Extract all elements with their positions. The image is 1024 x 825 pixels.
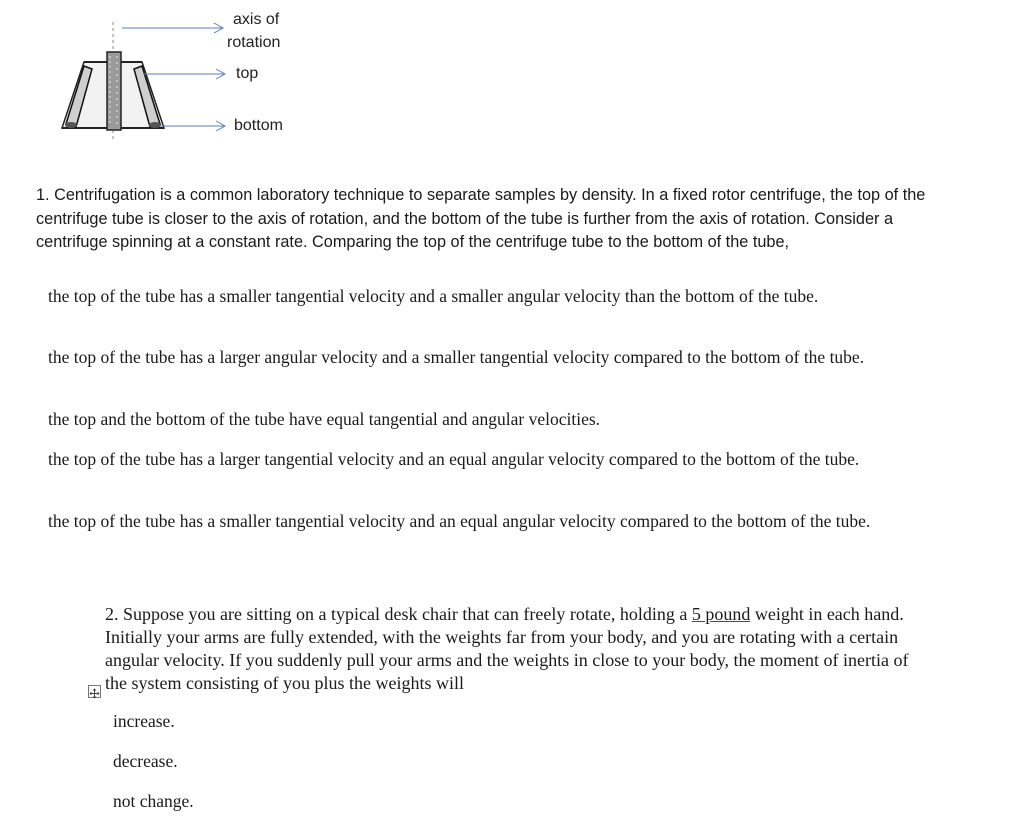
center-spindle <box>107 52 121 130</box>
label-rotation: rotation <box>227 34 281 51</box>
q2-stem-after: weight in each hand. Initially your arms are fully extended, with the weights far from your body, and you are rotating with a certain angular velocity. If you suddenly pull your arms and the weights in close to your body, the moment of inertia of the system consisting of you plus the weights will <box>105 604 909 693</box>
arrow-axis-icon <box>122 23 223 33</box>
q1-option-1[interactable]: the top of the tube has a smaller tangential velocity and a smaller angular velocity than the bottom of the tube. <box>48 286 819 306</box>
question-2-stem <box>105 603 925 695</box>
q2-stem-underlined: 5 pound <box>691 604 751 624</box>
arrow-top-icon <box>144 69 225 79</box>
arrow-bottom-icon <box>160 121 225 131</box>
centrifuge-rotor-illustration <box>0 0 330 160</box>
label-bottom: bottom <box>234 117 283 134</box>
table-move-handle-icon[interactable] <box>88 685 101 698</box>
q2-option-decrease[interactable]: decrease. <box>113 751 178 771</box>
q2-stem-before: 2. Suppose you are sitting on a typical desk chair that can freely rotate, holding a <box>105 604 692 624</box>
label-top: top <box>236 65 259 82</box>
question-1-stem: 1. Centrifugation is a common laboratory technique to separate samples by density. In a fixed rotor centrifuge, the top of the centrifuge tube is closer to the axis of rotation, and the bottom of the tube is further from the axis of rotation. Consider a centrifuge spinning at a constant rate. Comparing the top of the centrifuge tube to the bottom of the tube, <box>36 186 926 251</box>
q1-option-4[interactable]: the top of the tube has a larger tangential velocity and an equal angular velocity compared to the bottom of the tube. <box>48 449 860 469</box>
centrifuge-diagram <box>0 0 330 160</box>
label-axis-of: axis of <box>233 11 280 28</box>
q1-option-2[interactable]: the top of the tube has a larger angular velocity and a smaller tangential velocity compared to the bottom of the tube. <box>48 347 865 367</box>
q1-option-5[interactable]: the top of the tube has a smaller tangential velocity and an equal angular velocity compared to the bottom of the tube. <box>48 511 871 531</box>
q1-option-3[interactable]: the top and the bottom of the tube have equal tangential and angular velocities. <box>48 409 601 429</box>
q2-option-not-change[interactable]: not change. <box>113 791 194 811</box>
q2-option-increase[interactable]: increase. <box>113 711 175 731</box>
